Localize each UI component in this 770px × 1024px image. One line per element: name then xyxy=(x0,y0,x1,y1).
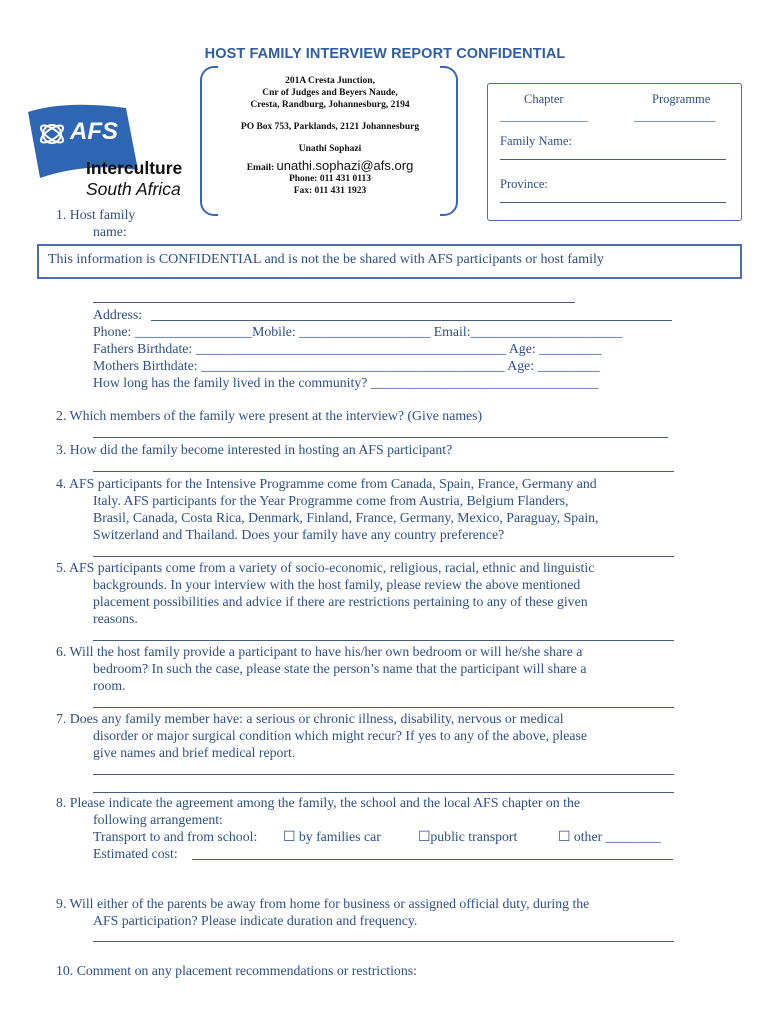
contact-name: Unathi Sophazi xyxy=(298,144,362,154)
contact-fax: Fax: 011 431 1923 xyxy=(293,186,367,196)
fathers-label: Fathers Birthdate: xyxy=(93,341,193,356)
mothers-label: Mothers Birthdate: xyxy=(93,358,198,373)
question-4-line3: Brasil, Canada, Costa Rica, Denmark, Finland, France, Germany, Mexico, Paraguay, Spain, xyxy=(93,510,599,525)
contact-email-row xyxy=(215,158,445,173)
notice-text: This information is CONFIDENTIAL and is not the be shared with AFS participants or host family xyxy=(48,252,604,267)
mothers-age-label: Age: xyxy=(507,358,535,373)
contact-phone: Phone: 011 431 0113 xyxy=(288,174,372,184)
address-field[interactable] xyxy=(151,320,672,321)
email-label: Email: xyxy=(433,324,471,339)
chapter-label: Chapter xyxy=(524,92,564,106)
mothers-field[interactable]: ____________________________________________ xyxy=(201,358,505,373)
email-field[interactable]: ______________________ xyxy=(470,324,623,339)
transport-row xyxy=(93,828,257,845)
page-title: HOST FAMILY INTERVIEW REPORT CONFIDENTIAL xyxy=(204,46,566,62)
programme-label: Programme xyxy=(652,92,711,106)
chapter-info-box xyxy=(487,83,742,221)
question-4: 4. AFS participants for the Intensive Programme come from Canada, Spain, France, Germany and xyxy=(56,476,597,491)
phone-row xyxy=(93,323,693,340)
mobile-label: Mobile: xyxy=(252,324,296,339)
answer-2-line[interactable] xyxy=(93,437,668,438)
question-8: 8. Please indicate the agreement among the family, the school and the local AFS chapter on the xyxy=(56,795,580,810)
mothers-row xyxy=(93,357,600,374)
address-line2: Cnr of Judges and Beyers Naude, xyxy=(262,88,398,98)
question-8-line2: following arrangement: xyxy=(93,812,223,827)
option-families-car[interactable]: ☐ by families car xyxy=(283,829,381,844)
question-5-line4: reasons. xyxy=(93,611,138,626)
answer-6-line[interactable] xyxy=(93,707,674,708)
email-label: Email: xyxy=(246,163,275,173)
question-9-line2: AFS participation? Please indicate duration and frequency. xyxy=(93,913,418,928)
cost-row xyxy=(93,845,178,862)
question-5: 5. AFS participants come from a variety of socio-economic, religious, racial, ethnic and linguistic xyxy=(56,560,595,575)
question-4-line4: Switzerland and Thailand. Does your family have any country preference? xyxy=(93,527,505,542)
how-long-label: How long has the family lived in the community? xyxy=(93,375,368,390)
chapter-field[interactable]: ______________ xyxy=(500,109,588,123)
question-2: 2. Which members of the family were present at the interview? (Give names) xyxy=(56,408,483,423)
phone-field[interactable]: _________________ xyxy=(134,324,253,339)
question-6: 6. Will the host family provide a participant to have his/her own bedroom or will he/she share a xyxy=(56,644,583,659)
question-6-line2: bedroom? In such the case, please state the person’s name that the participant will share a xyxy=(93,661,587,676)
logo-brand: AFS xyxy=(70,118,118,145)
address-label: Address: xyxy=(93,307,143,322)
fathers-row xyxy=(93,340,601,357)
mothers-age-field[interactable]: _________ xyxy=(537,358,600,373)
logo-line1: Interculture xyxy=(86,158,183,178)
question-4-line2: Italy. AFS participants for the Year Programme come from Austria, Belgium Flanders, xyxy=(93,493,569,508)
question-7-line2: disorder or major surgical condition which might recur? If yes to any of the above, please xyxy=(93,728,587,743)
fathers-field[interactable]: _____________________________________________ xyxy=(195,341,507,356)
family-name-label: Family Name: xyxy=(500,134,572,148)
afs-logo xyxy=(26,100,201,200)
province-field[interactable] xyxy=(500,202,726,203)
question-5-line2: backgrounds. In your interview with the host family, please review the above mentioned xyxy=(93,577,581,592)
address-block xyxy=(215,75,445,197)
question-6-line3: room. xyxy=(93,678,126,693)
family-name-field[interactable] xyxy=(500,159,726,160)
answer-3-line[interactable] xyxy=(93,471,674,472)
fathers-age-field[interactable]: _________ xyxy=(539,341,602,356)
question-7-line3: give names and brief medical report. xyxy=(93,745,296,760)
question-9: 9. Will either of the parents be away from home for business or assigned official duty, during the xyxy=(56,896,590,911)
option-public-transport[interactable]: ☐public transport xyxy=(418,829,518,844)
logo-line2: South Africa xyxy=(86,179,181,199)
province-label: Province: xyxy=(500,177,548,191)
q1-label: 1. Host family xyxy=(56,207,136,222)
phone-label: Phone: xyxy=(93,324,132,339)
contact-email[interactable]: unathi.sophazi@afs.org xyxy=(276,158,414,173)
how-long-row xyxy=(93,374,598,391)
question-3: 3. How did the family become interested in hosting an AFS participant? xyxy=(56,442,453,457)
question-5-line3: placement possibilities and advice if there are restrictions pertaining to any of these given xyxy=(93,594,588,609)
address-row xyxy=(93,306,142,323)
mobile-field[interactable]: ___________________ xyxy=(299,324,431,339)
question-7: 7. Does any family member have: a serious or chronic illness, disability, nervous or medical xyxy=(56,711,564,726)
answer-5-line[interactable] xyxy=(93,640,674,641)
answer-4-line[interactable] xyxy=(93,556,674,557)
answer-7-line-2[interactable] xyxy=(93,792,674,793)
transport-label: Transport to and from school: xyxy=(93,829,258,844)
fathers-age-label: Age: xyxy=(508,341,536,356)
cost-label: Estimated cost: xyxy=(93,846,178,861)
host-family-name-field[interactable] xyxy=(93,302,575,303)
how-long-field[interactable]: _________________________________ xyxy=(370,375,599,390)
address-line1: 201A Cresta Junction, xyxy=(285,76,375,86)
q1-label-name: name: xyxy=(93,224,127,239)
cost-field[interactable] xyxy=(192,859,673,860)
answer-9-line[interactable] xyxy=(93,941,674,942)
address-line3: Cresta, Randburg, Johannesburg, 2194 xyxy=(250,100,410,110)
question-10: 10. Comment on any placement recommendations or restrictions: xyxy=(56,963,417,978)
option-other[interactable]: ☐ other ________ xyxy=(558,829,661,844)
po-box: PO Box 753, Parklands, 2121 Johannesburg xyxy=(240,122,420,132)
answer-7-line-1[interactable] xyxy=(93,774,674,775)
confidential-notice xyxy=(37,244,742,279)
programme-field[interactable]: _____________ xyxy=(634,109,716,123)
